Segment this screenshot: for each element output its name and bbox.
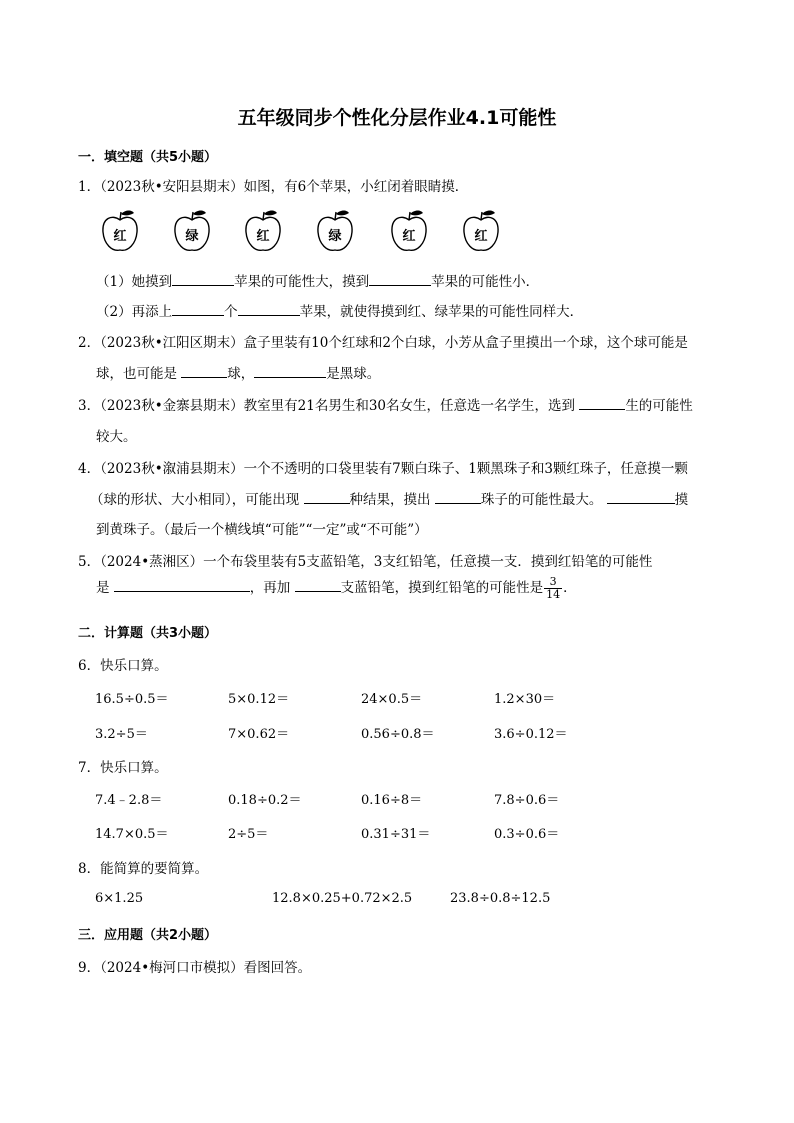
calc-item: 3.6÷0.12＝ (494, 727, 568, 742)
calc-item: 2÷5＝ (228, 827, 269, 842)
answer-blank[interactable] (295, 578, 341, 592)
calc-item: 12.8×0.25+0.72×2.5 (272, 891, 413, 906)
answer-blank[interactable] (607, 490, 675, 504)
q5-line1: 5．（2024•蒸湘区）一个布袋里装有5支蓝铅笔，3支红铅笔，任意摸一支．摸到红铅笔的可能性 (78, 554, 653, 570)
q2-line2: 球，也可能是 球， 是黑球。 (96, 366, 381, 382)
q3-line1: 3．（2023秋•金寨县期末）教室里有21名男生和30名女生，任意选一名学生，选到 生的可能性 (78, 398, 693, 414)
apple-icon (243, 208, 283, 254)
q1-sub1: （1）她摸到 苹果的可能性大，摸到 苹果的可能性小． (96, 274, 540, 290)
page-title: 五年级同步个性化分层作业4.1可能性 (237, 107, 557, 129)
calc-item: 0.3÷0.6＝ (494, 827, 560, 842)
q4-line3: 到黄珠子。（最后一个横线填“可能”“一定”或“不可能”） (96, 522, 428, 538)
apple-row (100, 208, 520, 256)
fraction-3-14: $\frac{3}{14}$ (546, 575, 561, 601)
apple-label: 红 (113, 229, 127, 244)
calc-item: 7.8÷0.6＝ (494, 793, 560, 808)
calc-item: 14.7×0.5＝ (95, 827, 169, 842)
apple-icon (172, 208, 212, 254)
calc-item: 0.56÷0.8＝ (361, 727, 435, 742)
answer-blank[interactable] (114, 578, 250, 592)
answer-blank[interactable] (172, 302, 224, 316)
apple-label: 绿 (328, 229, 342, 244)
q1-stem: 1．（2023秋•安阳县期末）如图，有6个苹果，小红闭着眼睛摸． (78, 179, 469, 195)
calc-item: 3.2÷5＝ (95, 727, 148, 742)
calc-item: 5×0.12＝ (228, 692, 290, 707)
calc-item: 0.16÷8＝ (361, 793, 423, 808)
apple-label: 红 (474, 229, 488, 244)
apple-label: 绿 (185, 229, 199, 244)
apple-icon (461, 208, 501, 254)
answer-blank[interactable] (181, 364, 227, 378)
apple-label: 红 (402, 229, 416, 244)
calc-item: 0.31÷31＝ (361, 827, 431, 842)
q9-stem: 9．（2024•梅河口市模拟）看图回答。 (78, 960, 312, 976)
apple-icon (315, 208, 355, 254)
apple-label: 红 (256, 229, 270, 244)
answer-blank[interactable] (579, 396, 625, 410)
section-calculation: 二．计算题（共3小题） (78, 626, 218, 641)
q4-line2: （球的形状、大小相同），可能出现 种结果，摸出 珠子的可能性最大。 摸 (90, 492, 689, 508)
calc-item: 23.8÷0.8÷12.5 (450, 891, 551, 906)
q6-stem: 6．快乐口算。 (78, 658, 168, 674)
section-fill-in: 一．填空题（共5小题） (78, 150, 218, 165)
answer-blank[interactable] (238, 302, 300, 316)
answer-blank[interactable] (304, 490, 350, 504)
calc-item: 6×1.25 (95, 891, 144, 906)
q1-sub2: （2）再添上 个 苹果，就使得摸到红、绿苹果的可能性同样大． (96, 304, 584, 320)
answer-blank[interactable] (172, 272, 234, 286)
answer-blank[interactable] (435, 490, 481, 504)
q5-line2: 是 ，再加 支蓝铅笔，摸到红铅笔的可能性是 $\frac{3}{14}$ ． (96, 575, 577, 601)
calc-item: 1.2×30＝ (494, 692, 556, 707)
calc-item: 7×0.62＝ (228, 727, 290, 742)
q3-line2: 较大。 (96, 429, 137, 445)
apple-icon (389, 208, 429, 254)
calc-item: 7.4﹣2.8＝ (95, 793, 163, 808)
q4-line1: 4．（2023秋•溆浦县期末）一个不透明的口袋里装有7颗白珠子、1颗黑珠子和3颗红珠子，任意摸一颗 (78, 461, 688, 477)
answer-blank[interactable] (369, 272, 431, 286)
q2-line1: 2．（2023秋•江阳区期末）盒子里装有10个红球和2个白球，小芳从盒子里摸出一个球，这个球可能是 (78, 335, 688, 351)
q8-stem: 8．能简算的要简算。 (78, 861, 209, 877)
calc-item: 16.5÷0.5＝ (95, 692, 169, 707)
calc-item: 24×0.5＝ (361, 692, 423, 707)
q7-stem: 7．快乐口算。 (78, 760, 168, 776)
answer-blank[interactable] (254, 364, 326, 378)
apple-icon (100, 208, 140, 254)
calc-item: 0.18÷0.2＝ (228, 793, 302, 808)
section-application: 三．应用题（共2小题） (78, 928, 218, 943)
